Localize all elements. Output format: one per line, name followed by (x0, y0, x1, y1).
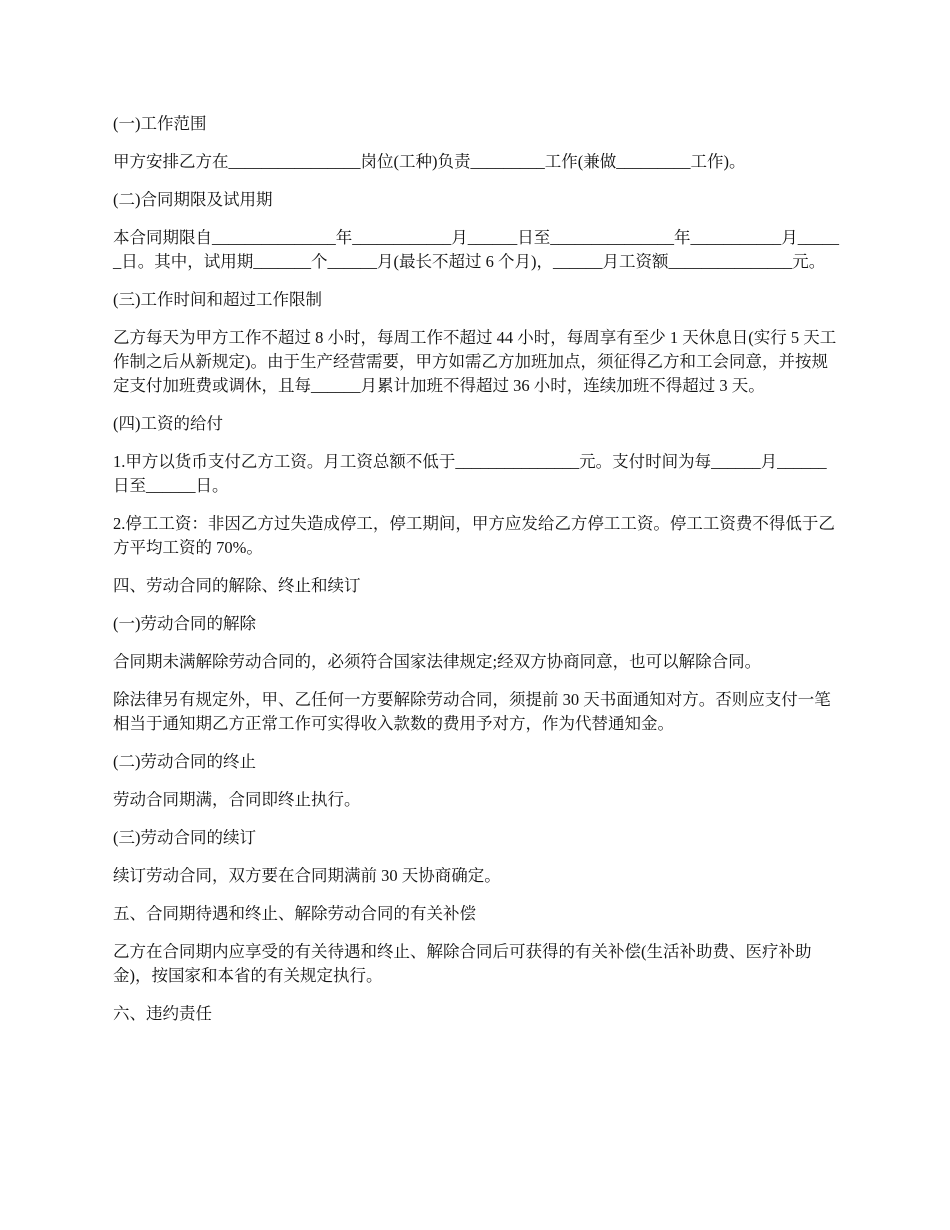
paragraph-working-hours: 乙方每天为甲方工作不超过 8 小时，每周工作不超过 44 小时，每周享有至少 1 天休息日(实行 5 天工作制之后从新规定)。由于生产经营需要，甲方如需乙方加班加点，须征得乙方和工会同意，并按规定支付加班费或调休，且每______月累计加班不得超过 36 小时，连续加班不得超过 3 天。 (113, 328, 837, 395)
paragraph-notice-period: 除法律另有规定外，甲、乙任何一方要解除劳动合同，须提前 30 天书面通知对方。否则应支付一笔相当于通知期乙方正常工作可实得收入款数的费用予对方，作为代替通知金。 (113, 690, 831, 733)
section-heading-work-scope: (一)工作范围 (113, 114, 207, 133)
paragraph-contract-term: 本合同期限自_______________年____________月______日至_______________年___________月______日。其中，试用期_______个______月(最长不超过 6 个月)，______月工资额_______________元。 (113, 228, 839, 271)
paragraph-work-assignment: 甲方安排乙方在________________岗位(工种)负责_________工作(兼做_________工作)。 (113, 152, 746, 171)
paragraph-renewal: 续订劳动合同，双方要在合同期满前 30 天协商确定。 (113, 866, 501, 885)
section-heading-renewal: (三)劳动合同的续订 (113, 828, 256, 847)
paragraph-stoppage-wage: 2.停工工资：非因乙方过失造成停工，停工期间，甲方应发给乙方停工工资。停工工资费不得低于乙方平均工资的 70%。 (113, 514, 835, 557)
paragraph-termination: 劳动合同期满，合同即终止执行。 (113, 790, 361, 809)
paragraph-wage-amount: 1.甲方以货币支付乙方工资。月工资总额不低于_______________元。支付时间为每______月______日至______日。 (113, 452, 827, 495)
paragraph-compensation: 乙方在合同期内应享受的有关待遇和终止、解除合同后可获得的有关补偿(生活补助费、医疗补助金)，按国家和本省的有关规定执行。 (113, 942, 812, 985)
section-heading-dissolution: (一)劳动合同的解除 (113, 614, 256, 633)
chapter-heading-liability: 六、违约责任 (113, 1004, 212, 1023)
chapter-heading-compensation: 五、合同期待遇和终止、解除劳动合同的有关补偿 (113, 904, 476, 923)
chapter-heading-termination: 四、劳动合同的解除、终止和续订 (113, 576, 361, 595)
section-heading-term-probation: (二)合同期限及试用期 (113, 190, 273, 209)
section-heading-wage-payment: (四)工资的给付 (113, 414, 223, 433)
paragraph-dissolution-rule: 合同期未满解除劳动合同的，必须符合国家法律规定;经双方协商同意，也可以解除合同。 (113, 652, 762, 671)
section-heading-termination: (二)劳动合同的终止 (113, 752, 256, 771)
section-heading-working-hours: (三)工作时间和超过工作限制 (113, 290, 322, 309)
document-body (113, 112, 840, 1040)
